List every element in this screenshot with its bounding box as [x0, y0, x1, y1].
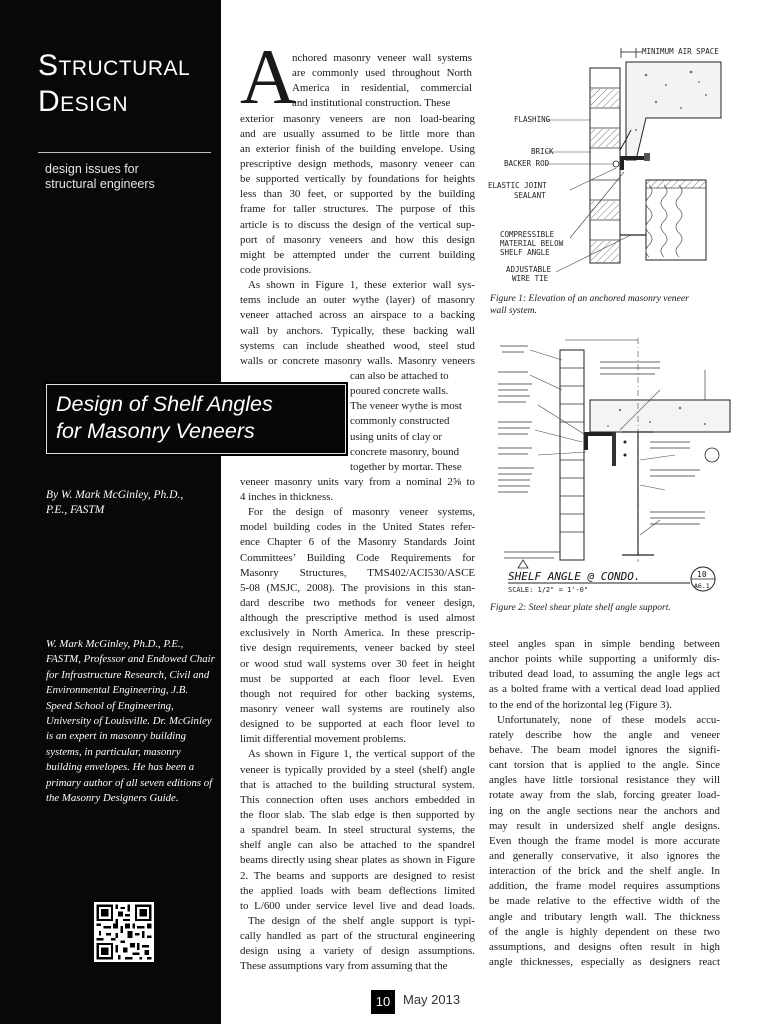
body-text-line: a spandrel beam. In steel structural systems, the: [240, 824, 475, 837]
body-text-line: The veneer wythe is most: [350, 400, 462, 413]
body-text-line: are commonly used throughout North: [292, 67, 472, 80]
body-text-line: commonly constructed: [350, 415, 450, 428]
body-text-line: veneer masonry units vary from a nominal 2⅝ to: [240, 475, 475, 488]
body-text-line: angle thicknesses, especially as designers react: [489, 955, 720, 968]
body-text-line: nchored masonry veneer wall systems: [292, 52, 472, 64]
qr-code-icon[interactable]: [94, 902, 154, 962]
section-divider: [38, 152, 211, 153]
body-text-line: tems include an outer wythe (layer) of masonry: [240, 294, 475, 307]
body-text-line: Even though the frame model is more accurate: [489, 834, 720, 847]
body-text-line: ence Chapter 6 of the Masonry Standards Joint: [240, 536, 475, 549]
caption-line: wall system.: [490, 305, 537, 316]
body-text-line: might be attempted under the current building: [240, 248, 475, 261]
body-text-line: anchor points while supporting a uniformly dis-: [489, 653, 720, 666]
body-text-line: For the design of masonry veneer systems,: [248, 506, 475, 519]
body-text-line: These assumptions vary from assuming that the: [240, 960, 448, 973]
article-title-line: Design of Shelf Angles: [56, 392, 273, 416]
body-text-line: 5-08 (MSJC, 2008). The provisions in this stan-: [240, 581, 475, 594]
body-text-line: together by mortar. These: [350, 460, 462, 473]
body-text-line: that is attached to the building structural system.: [240, 778, 475, 791]
fig2-scale: SCALE: 1/2" = 1'-0": [508, 586, 589, 594]
body-text-line: and generally conservative, it also ignores the: [489, 849, 720, 862]
body-text-line: model building codes in the United States refer-: [240, 521, 475, 534]
body-text-line: tributed dead load, to assuming the angle legs act: [489, 668, 720, 681]
page-number: 10: [371, 990, 395, 1014]
body-text-line: wall by anchors. Typically, these backing wall: [240, 324, 475, 337]
body-text-line: tive design requirements, veneer backed by steel: [240, 642, 475, 655]
body-text-line: ing on the angle sections near the anchors and: [489, 804, 720, 817]
body-text-line: beams directly using shear plates as shown in Figure: [240, 854, 475, 867]
article-title-line: for Masonry Veneers: [56, 419, 255, 443]
body-text-line: frame for taller structures. The purpose of this: [240, 203, 475, 216]
body-text-line: port of masonry veneers and how this design: [240, 233, 475, 246]
body-text-line: and institutional construction. These: [292, 97, 451, 110]
section-title-line: Design: [38, 85, 129, 118]
section-title-line: Structural: [38, 49, 191, 82]
body-text-line: be made relative to the effective width of the: [489, 895, 720, 908]
fig1-label-elastic-joint: ELASTIC JOINT: [488, 181, 547, 190]
body-text-line: masonry veneer wall systems are routinely also: [240, 703, 475, 716]
drop-cap: A: [240, 33, 297, 120]
body-text-line: exterior masonry veneers are non load-bearing: [240, 112, 475, 125]
issue-date: May 2013: [403, 992, 461, 1007]
figure-1-caption: [490, 293, 730, 317]
body-text-line: America in residential, commercial: [292, 82, 472, 95]
fig1-label-wire-tie: WIRE TIE: [512, 274, 549, 283]
body-text-line: The design of the shelf angle support is typi-: [248, 914, 475, 927]
body-text-line: be supported vertically by foundations for heights: [240, 173, 475, 186]
body-text-line: as a bolted frame with a vertical dead load applied: [489, 683, 720, 696]
body-text-line: addition, the frame model requires assumptions: [489, 880, 720, 893]
section-subtitle-line: design issues for: [45, 162, 139, 176]
body-text-line: angles have little torsional resistance they will: [489, 774, 720, 787]
author-bio: W. Mark McGinley, Ph.D., P.E., FASTM, Professor and Endowed Chair for Infrastructure Research, Civil and Environmental Engineering, J.B. Speed School of Engineering, University of Louisville. Dr. McGinley is an expert in masonry building systems, in particular, masonry building envelopes. He has been a primary author of all seven editions of the Masonry Designers Guide.: [46, 638, 215, 805]
body-text-line: designed to be supported at each floor level to: [240, 718, 475, 731]
body-text-line: or wood stud wall systems over 30 feet in height: [240, 657, 475, 670]
body-text-line: shelf angle can also be attached to the spandrel: [240, 839, 475, 852]
body-text-line: to L/600 under service level live and dead loads.: [240, 899, 475, 912]
body-text-line: may result in undersized shelf angle designs.: [489, 819, 720, 832]
body-text-line: As shown in Figure 1, the vertical support of the: [248, 748, 475, 761]
body-text-line: the applied loads with beam deflections limited: [240, 884, 475, 897]
body-text-line: of the angle is highly dependent on these two: [489, 925, 720, 938]
body-text-line: 4 inches in thickness.: [240, 491, 334, 504]
body-text-line: to the end of the horizontal leg (Figure 3).: [489, 698, 672, 711]
body-text-line: design using a variety of design assumptions.: [240, 945, 475, 958]
fig1-label-flashing: FLASHING: [514, 115, 551, 124]
caption-line: Figure 1: Elevation of an anchored masonry veneer: [490, 293, 689, 304]
body-text-line: limit differential movement problems.: [240, 733, 407, 746]
body-text-line: although the prescriptive method is used almost: [240, 612, 475, 625]
body-text-line: walls or concrete masonry walls. Masonry veneers: [240, 354, 475, 367]
author-byline: [46, 488, 216, 517]
fig1-label-material: MATERIAL BELOW: [500, 239, 564, 248]
body-text-line: an exterior finish of the building envelope. Using: [240, 142, 475, 155]
fig2-tag-sheet: A6.1: [694, 582, 710, 590]
body-text-line: must be supported at each floor level. Even: [240, 672, 475, 685]
body-text-line: angle and tributary length wall. The thickness: [489, 910, 720, 923]
body-text-line: exclusively in North America. In these prescrip-: [240, 627, 475, 640]
body-text-line: though not required for other backing systems,: [240, 687, 475, 700]
body-text-line: interaction of the brick and the shelf angle. In: [489, 865, 720, 878]
section-subtitle-line: structural engineers: [45, 177, 155, 191]
body-text-line: rotate away from the slab, forcing greater load-: [489, 789, 720, 802]
body-text-line: using units of clay or: [350, 430, 442, 443]
body-text-line: cant torsion that is applied to the angle. Since: [489, 759, 720, 772]
body-text-line: prescriptive design methods, masonry veneer can: [240, 157, 475, 170]
fig1-label-compressible: COMPRESSIBLE: [500, 230, 555, 239]
body-text-line: Committees’ Building Code Requirements for: [240, 551, 475, 564]
body-text-line: and are usually assumed to be little more than: [240, 127, 475, 140]
article-title: [46, 384, 346, 454]
body-text-line: code provisions.: [240, 263, 312, 276]
fig2-tag-number: 10: [697, 570, 707, 579]
body-text-line: the floor slab. The slab edge is then supported by: [240, 809, 475, 821]
body-text-line: veneer attached across an airspace to a backing: [240, 309, 475, 322]
figure-2-drawing: [490, 330, 740, 595]
body-text-line: systems can include sheathed wood, steel stud: [240, 339, 475, 352]
body-text-line: steel angles span in simple bending between: [489, 638, 720, 650]
body-text-line: veneer is typically provided by a steel (shelf) angle: [240, 763, 475, 776]
section-title: [38, 48, 213, 120]
body-text-line: behave. The beam model ignores the signifi-: [489, 743, 720, 756]
section-subtitle: [45, 162, 215, 192]
body-text-line: Masonry Structures, TMS402/ACI530/ASCE: [240, 566, 475, 579]
body-text-line: dard describe two methods for veneer design,: [240, 597, 475, 610]
body-text-line: poured concrete walls.: [350, 385, 449, 398]
body-text-line: less than 30 feet, or supported by the building: [240, 188, 475, 201]
body-text-line: 2. The beams and supports are designed to resist: [240, 869, 475, 882]
fig1-label-brick: BRICK: [531, 147, 554, 156]
figure-2-caption: Figure 2: Steel shear plate shelf angle support.: [490, 602, 671, 613]
byline-line: By W. Mark McGinley, Ph.D.,: [46, 489, 184, 501]
byline-line: P.E., FASTM: [46, 503, 105, 516]
fig1-label-backer-rod: BACKER ROD: [504, 159, 550, 168]
body-text-line: concrete masonry, bound: [350, 445, 460, 458]
body-text-line: As shown in Figure 1, these exterior wall sys-: [248, 279, 475, 292]
body-text-line: article is to discuss the design of the vertical sup-: [240, 218, 475, 231]
fig1-label-shelf-angle: SHELF ANGLE: [500, 248, 550, 257]
body-text-line: Unfortunately, none of these models accu-: [497, 713, 720, 726]
body-text-line: cally handled as part of the structural engineering: [240, 930, 475, 943]
fig1-label-sealant: SEALANT: [514, 191, 546, 200]
body-text-line: rately describe how the angle and veneer: [489, 728, 720, 741]
body-text-line: This connection often uses anchors embedded in: [240, 793, 475, 806]
sidebar: [0, 0, 221, 1024]
body-text-line: can also be attached to: [350, 369, 449, 382]
body-text-line: assumptions, and designs often result in high: [489, 940, 720, 953]
figure-1-drawing: [486, 40, 736, 285]
fig1-label-adjustable: ADJUSTABLE: [506, 265, 552, 274]
fig1-label-air-space: MINIMUM AIR SPACE: [642, 47, 719, 56]
fig2-title: SHELF ANGLE @ CONDO.: [508, 570, 641, 583]
